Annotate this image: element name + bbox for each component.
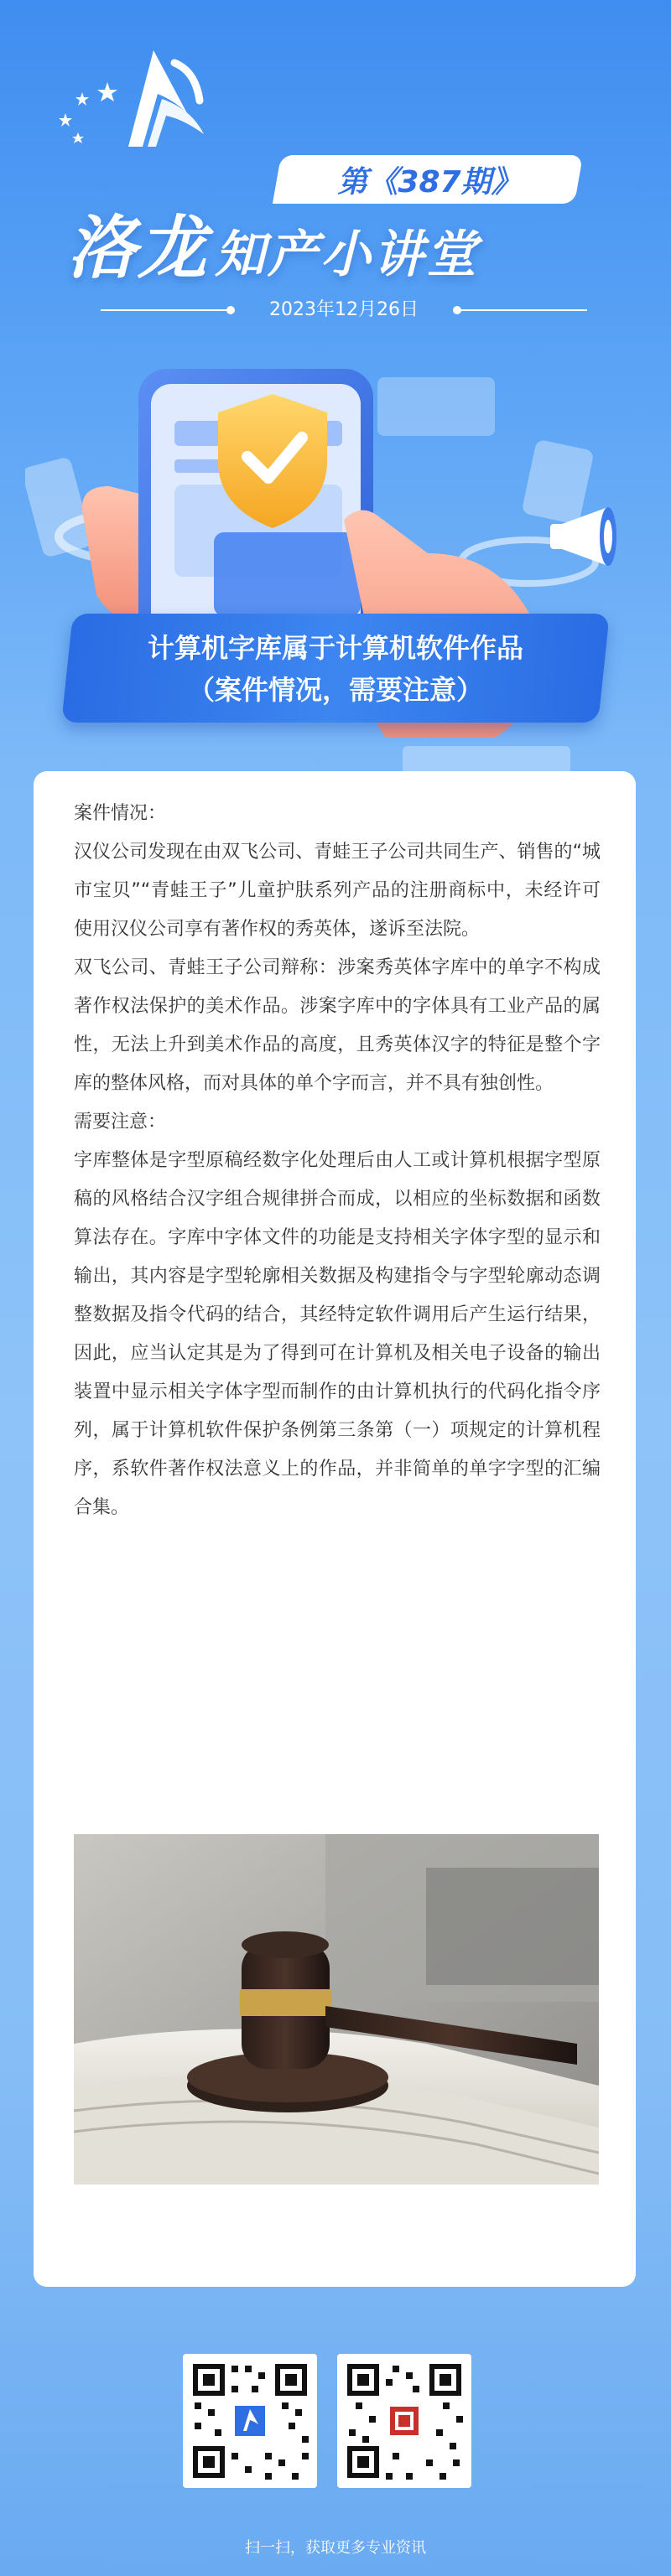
title-line-1: 计算机字库属于计算机软件作品 xyxy=(147,632,523,664)
qr-code-pattern-icon xyxy=(183,2354,317,2488)
article-card xyxy=(34,771,636,2287)
note-paragraph-1: 字库整体是字型原稿经数字化处理后由人工或计算机根据字型原稿的风格结合汉字组合规律拼合而成，以相应的坐标数据和函数算法存在。字库中字体文件的功能是支持相关字体字型的显示和输出，其内容是字型轮廓相关数据及构建指令与字型轮廓动态调整数据及指令代码的结合，其经特定软件调用后产生运行结果，因此，应当认定其是为了得到可在计算机及相关电子设备的输出装置中显示相关字体字型而制作的由计算机执行的代码化指令序列，属于计算机软件保护条例第三条第（一）项规定的计算机程序，系软件著作权法意义上的作品，并非简单的单字字型的汇编合集。 xyxy=(74,1150,601,1518)
publish-date: 2023年12月26日 xyxy=(269,299,419,320)
issue-number: 第《387期》 xyxy=(337,164,522,200)
case-paragraph-1: 汉仪公司发现在由双飞公司、青蛙王子公司共同生产、销售的“城市宝贝”“青蛙王子”儿童护肤系列产品的注册商标中，未经许可使用汉仪公司享有著作权的秀英体，遂诉至法院。 xyxy=(74,842,601,940)
note-heading: 需要注意： xyxy=(74,1112,167,1133)
gavel-photo xyxy=(74,1834,599,2185)
date-divider-right xyxy=(457,309,587,311)
brand-sub: 知产小讲堂 xyxy=(215,225,479,284)
article-title xyxy=(67,620,604,718)
title-line-2: （案件情况，需要注意） xyxy=(187,674,483,706)
qr-code-wechat[interactable] xyxy=(183,2354,317,2488)
case-heading: 案件情况： xyxy=(74,803,167,824)
header xyxy=(0,0,671,780)
brand-main: 洛龙 xyxy=(67,209,208,288)
article-body xyxy=(74,795,601,1527)
footer-caption: 扫一扫，获取更多专业资讯 xyxy=(245,2539,426,2557)
brand-title xyxy=(67,200,479,292)
luolong-logo-icon xyxy=(49,34,208,151)
date-row xyxy=(101,295,587,325)
qr-code-pattern-icon xyxy=(337,2354,471,2488)
case-paragraph-2: 双飞公司、青蛙王子公司辩称：涉案秀英体字库中的单字不构成著作权法保护的美术作品。涉案字库中的字体具有工业产品的属性，无法上升到美术作品的高度，且秀英体汉字的特征是整个字库的整体风格，而对具体的单个字而言，并不具有独创性。 xyxy=(74,957,601,1094)
qr-code-mini-program[interactable] xyxy=(337,2354,471,2488)
